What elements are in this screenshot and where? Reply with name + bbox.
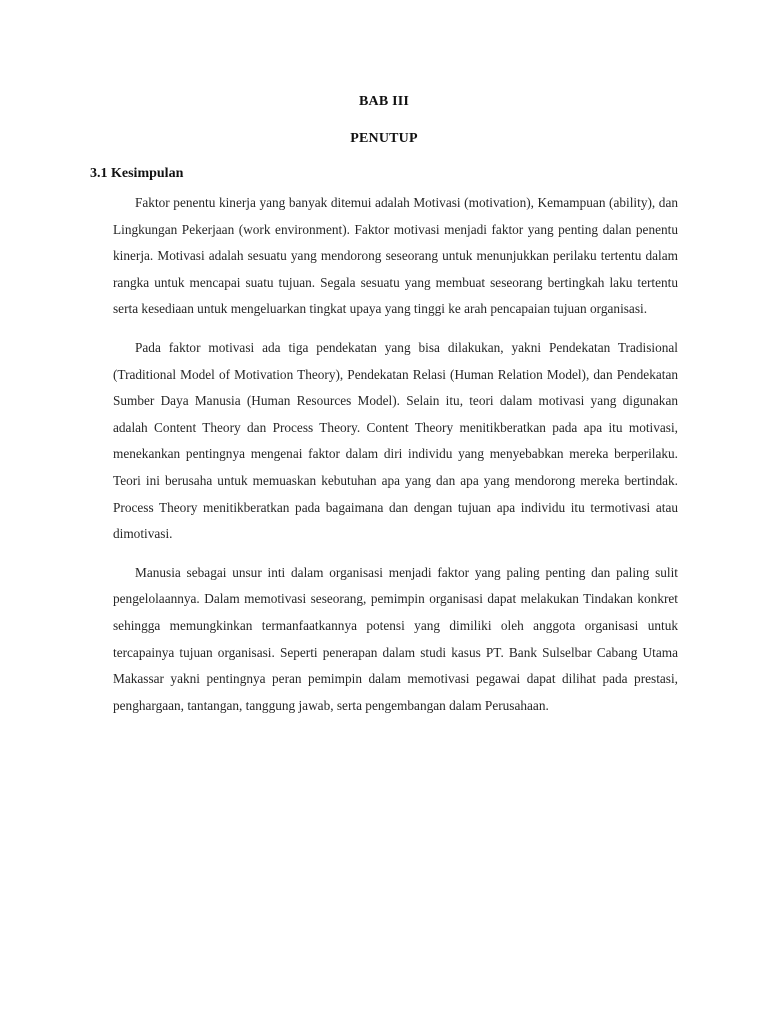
document-body (113, 190, 678, 719)
chapter-label: BAB III (358, 94, 410, 109)
section-heading: 3.1 Kesimpulan (90, 166, 184, 181)
chapter-title: PENUTUP (350, 131, 418, 146)
paragraph-3: Manusia sebagai unsur inti dalam organisasi menjadi faktor yang paling penting dan paling sulit pengelolaannya. Dalam memotivasi seseorang, pemimpin organisasi dapat melakukan Tindakan konkret sehingga memungkinkan termanfaatkannya potensi yang dimiliki oleh anggota organisasi untuk tercapainya tujuan organisasi. Seperti penerapan dalam studi kasus PT. Bank Sulselbar Cabang Utama Makassar yakni pentingnya peran pemimpin dalam memotivasi pegawai dapat dilihat pada prestasi, penghargaan, tantangan, tanggung jawab, serta pengembangan dalam Perusahaan. (113, 564, 678, 713)
paragraph-2: Pada faktor motivasi ada tiga pendekatan yang bisa dilakukan, yakni Pendekatan Tradisional (Traditional Model of Motivation Theory), Pendekatan Relasi (Human Relation Model), dan Pendekatan Sumber Daya Manusia (Human Resources Model). Selain itu, teori dalam motivasi yang digunakan adalah Content Theory dan Process Theory. Content Theory menitikberatkan pada apa itu motivasi, menekankan pentingnya mengenai faktor dalam diri individu yang menyebabkan mereka berperilaku. Teori ini berusaha untuk memuaskan kebutuhan apa yang dan apa yang mendorong mereka bertindak. Process Theory menitikberatkan pada bagaimana dan dengan tujuan apa individu itu termotivasi atau dimotivasi. (113, 339, 678, 542)
paragraph-1: Faktor penentu kinerja yang banyak ditemui adalah Motivasi (motivation), Kemampuan (ability), dan Lingkungan Pekerjaan (work environment). Faktor motivasi menjadi faktor yang penting dalan penentu kinerja. Motivasi adalah sesuatu yang mendorong seseorang untuk menunjukkan perilaku tertentu dalam rangka untuk mencapai suatu tujuan. Segala sesuatu yang membuat seseorang bertingkah laku tertentu serta kesediaan untuk mengeluarkan tingkat upaya yang tinggi ke arah pencapaian tujuan organisasi. (113, 195, 678, 317)
